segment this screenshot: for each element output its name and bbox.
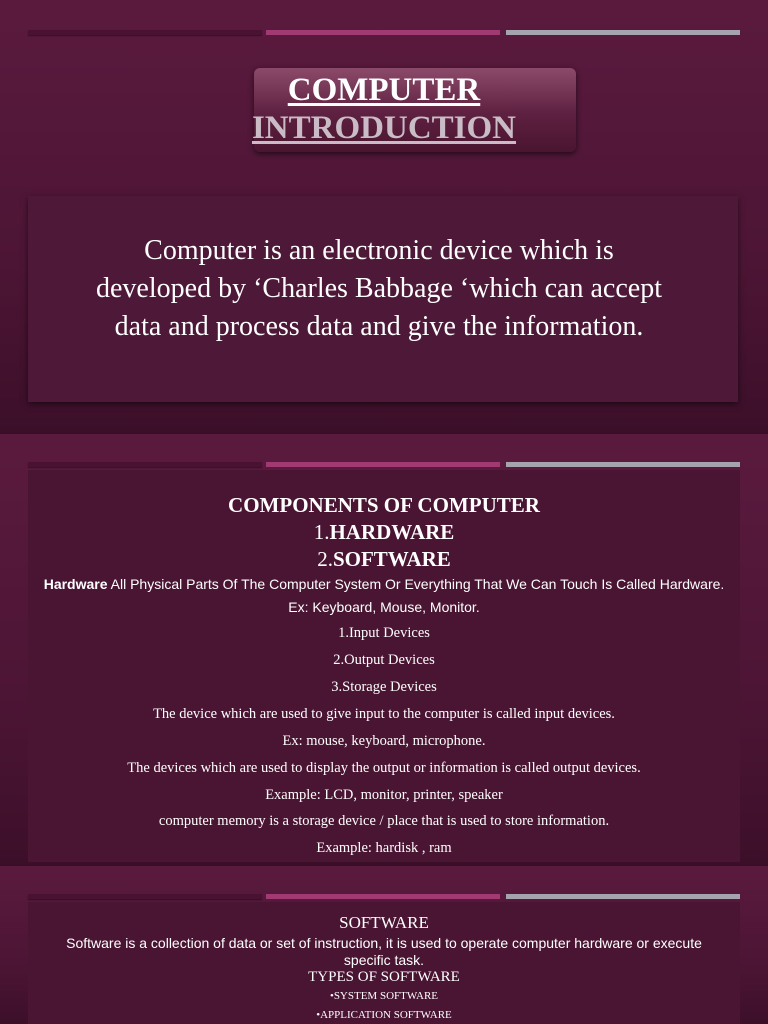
hardware-term: Hardware bbox=[43, 576, 108, 592]
type-item bbox=[28, 988, 740, 1004]
bar-dark bbox=[28, 894, 262, 899]
list-item: 2.Output Devices bbox=[333, 652, 435, 668]
list-item: 3.Storage Devices bbox=[331, 679, 437, 695]
list-item: 1.Input Devices bbox=[338, 625, 430, 641]
bar-magenta bbox=[266, 462, 500, 467]
software-item bbox=[28, 546, 740, 573]
bar-dark bbox=[28, 30, 262, 35]
software-heading: SOFTWARE bbox=[339, 913, 429, 932]
components-heading: COMPONENTS OF COMPUTER bbox=[228, 493, 540, 517]
intro-line: data and process data and give the information. bbox=[114, 311, 644, 342]
hardware-def-text: All Physical Parts Of The Computer System Or Everything That We Can Touch Is Called Hardware. bbox=[107, 576, 725, 592]
hardware-definition bbox=[28, 575, 740, 593]
item-label: HARDWARE bbox=[329, 520, 455, 544]
bar-magenta bbox=[266, 30, 500, 35]
type-label: SYSTEM SOFTWARE bbox=[333, 990, 439, 1002]
hardware-item bbox=[28, 519, 740, 546]
bar-gray bbox=[506, 462, 740, 467]
item-label: SOFTWARE bbox=[332, 547, 451, 571]
type-label: APPLICATION SOFTWARE bbox=[320, 1009, 452, 1021]
software-definition-line: specific task. bbox=[343, 952, 425, 968]
bar-dark bbox=[28, 462, 262, 467]
intro-paragraph bbox=[40, 232, 718, 346]
intro-line: Computer is an electronic device which is bbox=[144, 235, 614, 266]
output-example: Example: LCD, monitor, printer, speaker bbox=[265, 787, 503, 803]
slide-subtitle: INTRODUCTION bbox=[251, 110, 517, 146]
decorative-bars bbox=[28, 894, 740, 900]
input-example: Ex: mouse, keyboard, microphone. bbox=[282, 733, 486, 749]
slide-title: COMPUTER bbox=[287, 72, 481, 108]
slide-introduction bbox=[0, 0, 768, 432]
item-number: 2. bbox=[317, 547, 333, 571]
input-definition: The device which are used to give input to the computer is called input devices. bbox=[153, 706, 615, 722]
storage-definition: computer memory is a storage device / place that is used to store information. bbox=[158, 813, 610, 829]
storage-example: Example: hardisk , ram bbox=[316, 840, 452, 856]
types-heading: TYPES OF SOFTWARE bbox=[308, 969, 460, 985]
decorative-bars bbox=[28, 462, 740, 468]
bullet: • bbox=[316, 1009, 321, 1021]
item-number: 1. bbox=[313, 520, 330, 544]
output-definition: The devices which are used to display the output or information is called output devices. bbox=[127, 760, 641, 776]
software-definition-line: Software is a collection of data or set of instruction, it is used to operate computer hardware or execute bbox=[66, 935, 702, 951]
intro-line: developed by ‘Charles Babbage ‘which can accept bbox=[96, 273, 662, 304]
bar-gray bbox=[506, 30, 740, 35]
hardware-example: Ex: Keyboard, Mouse, Monitor. bbox=[288, 599, 480, 615]
bar-magenta bbox=[266, 894, 500, 899]
type-item bbox=[28, 1007, 740, 1023]
bar-gray bbox=[506, 894, 740, 899]
bullet: • bbox=[329, 990, 334, 1002]
decorative-bars bbox=[28, 30, 740, 36]
